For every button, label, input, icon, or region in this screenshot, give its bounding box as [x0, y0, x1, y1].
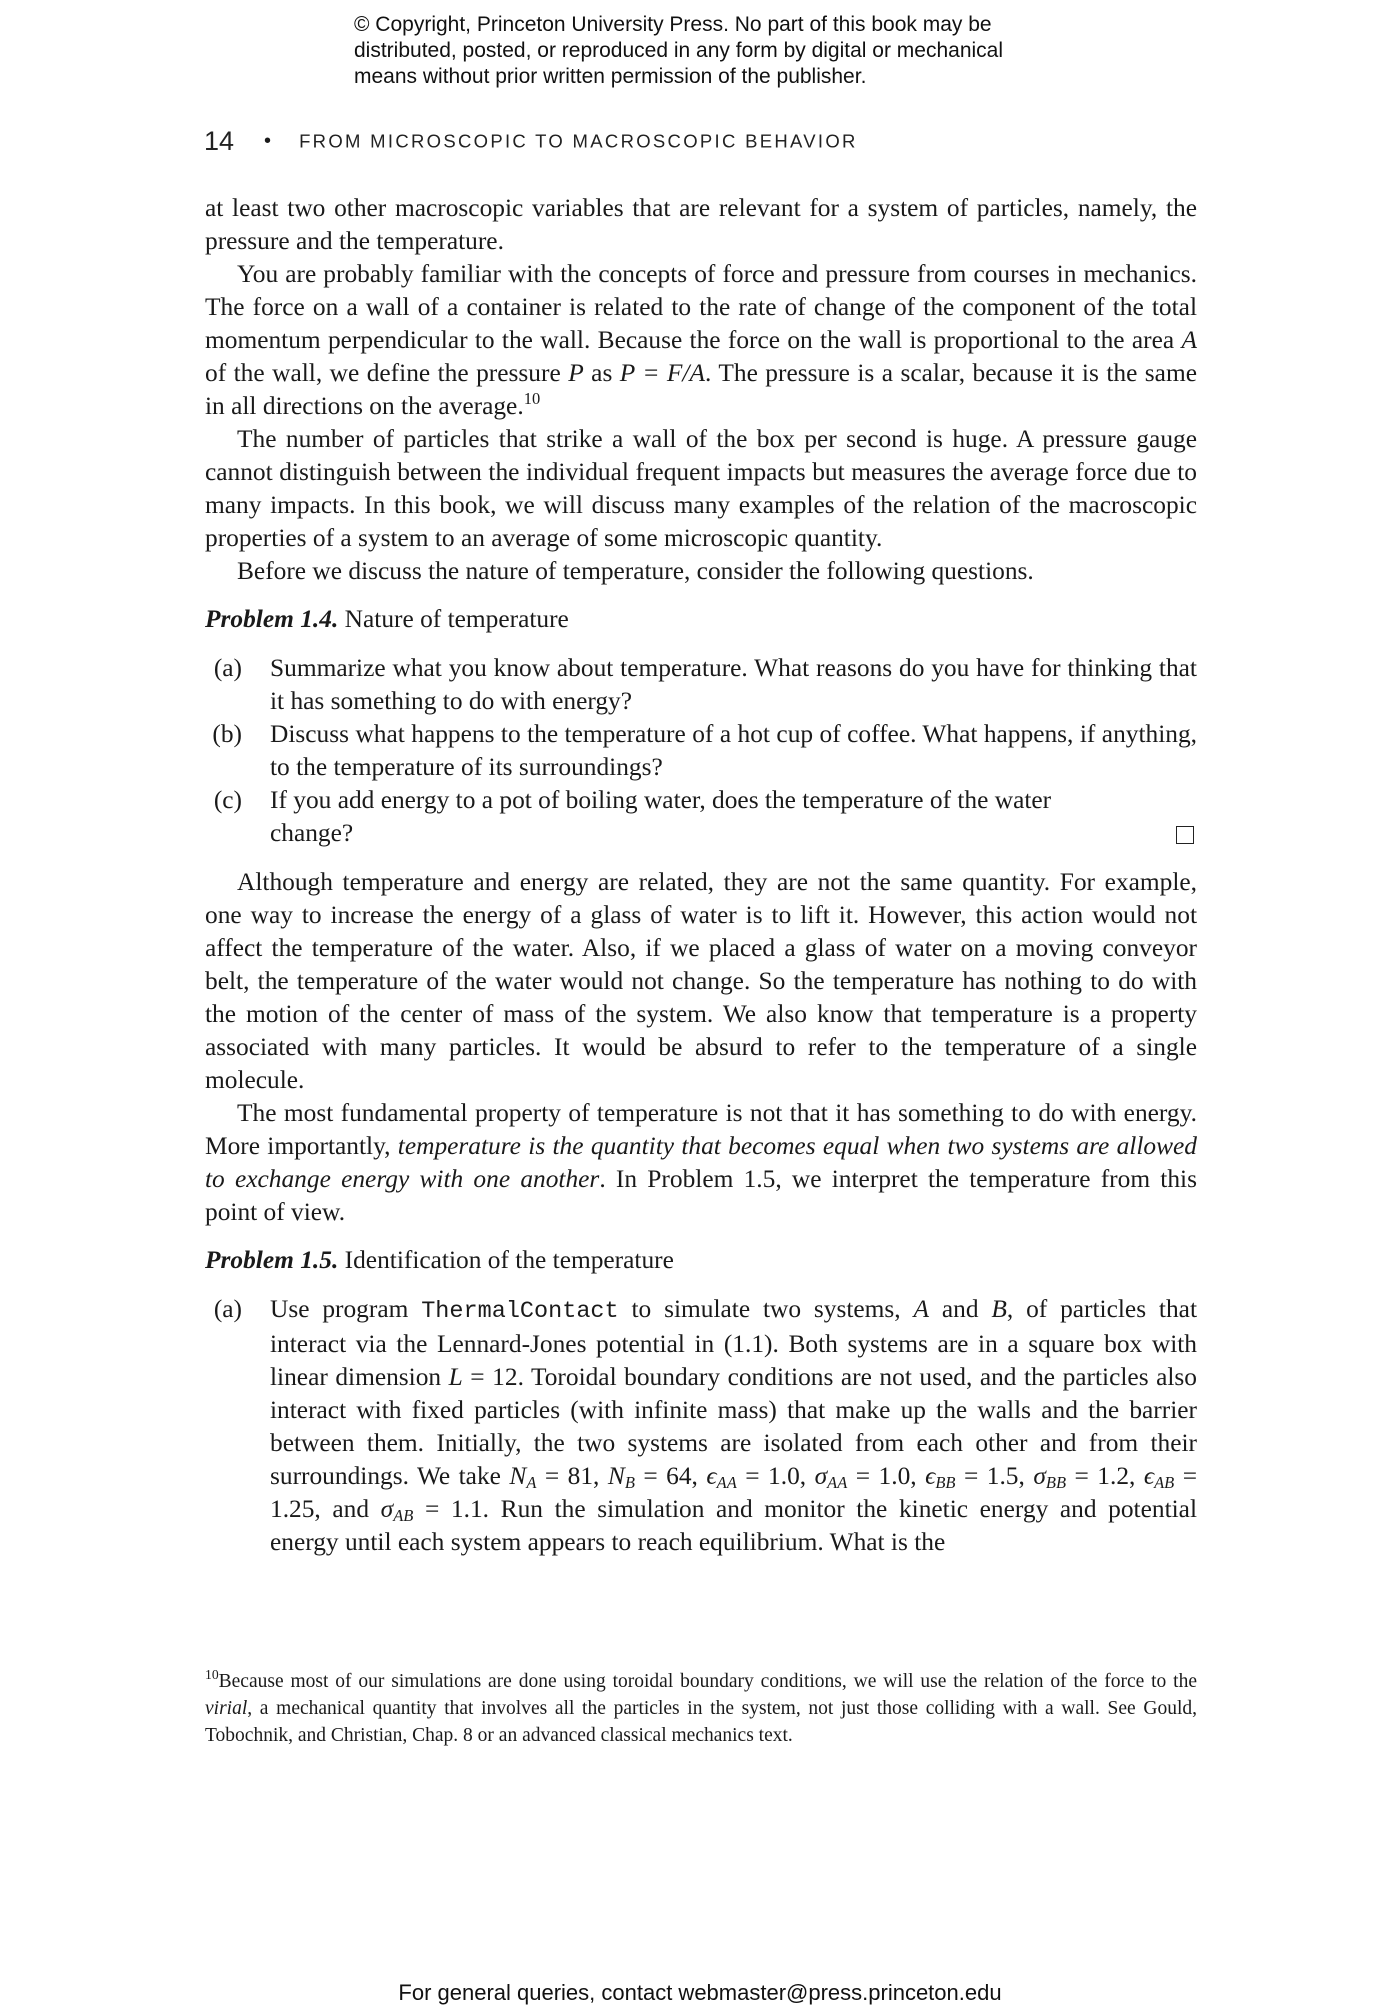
copyright-line: means without prior written permission of the publisher. — [354, 65, 867, 88]
paragraph: at least two other macroscopic variables that are relevant for a system of particles, namely, the pressure and the temperature. — [205, 194, 1197, 255]
paragraph: The most fundamental property of temperature is not that it has something to do with energy. More importantly, temperature is the quantity that becomes equal when two systems are allowed to exchange energy with one another. In Problem 1.5, we interpret the temperature from this point of view. — [205, 1099, 1197, 1226]
copyright-line: distributed, posted, or reproduced in any form by digital or mechanical — [354, 39, 1004, 62]
list-item: (c) If you add energy to a pot of boiling water, does the temperature of the water change? — [205, 784, 1197, 850]
emphasis: temperature is the quantity that becomes equal when two systems are allowed to exchange energy with one another — [205, 1132, 1197, 1193]
end-of-problem-icon — [1176, 826, 1194, 844]
problem-heading — [205, 603, 1197, 636]
footnote: $^{10}$Because most of our simulations are done using toroidal boundary conditions, we will use the relation of the force to the virial, a mechanical quantity that involves all the particles in the system, not just those colliding with a wall. See Gould, Tobochnik, and Christian, Chap. 8 or an advanced classical mechanics text. — [205, 1667, 1197, 1746]
running-head — [204, 126, 858, 160]
paragraph: The number of particles that strike a wall of the box per second is huge. A pressure gauge cannot distinguish between the individual frequent impacts but measures the average force due to many impacts. In this book, we will discuss many examples of the relation of the macroscopic properties of a system to an average of some microscopic quantity. — [205, 425, 1197, 552]
page-number: 14 — [204, 126, 235, 156]
pressure-formula: P = F/A — [619, 359, 705, 387]
main-text — [205, 192, 1197, 1575]
problem-item-list — [205, 652, 1197, 850]
footnote-marker: 10 — [205, 1667, 219, 1682]
problem-heading — [205, 1244, 1197, 1277]
list-item: (a) Summarize what you know about temperature. What reasons do you have for thinking that it has something to do with energy? — [213, 654, 1197, 715]
problem-label: Problem 1.5. — [205, 1246, 339, 1274]
list-item: (b) Discuss what happens to the temperature of a hot cup of coffee. What happens, if anything, to the temperature of its surroundings? — [212, 720, 1197, 781]
problem-label: Problem 1.4. — [205, 605, 339, 633]
footer-contact: For general queries, contact webmaster@press.princeton.edu — [398, 1980, 1002, 2005]
copyright-notice — [354, 12, 1114, 90]
copyright-line: © Copyright, Princeton University Press. No part of this book may be — [354, 13, 992, 36]
running-title: FROM MICROSCOPIC TO MACROSCOPIC BEHAVIOR — [299, 130, 858, 152]
bullet-separator: • — [264, 130, 272, 152]
paragraph: You are probably familiar with the concepts of force and pressure from courses in mechanics. The force on a wall of a container is related to the rate of change of the component of the total momentum perpendicular to the wall. Because the force on the wall is proportional to the area A of the wall, we define the pressure P as P = F/A. The pressure is a scalar, because it is the same in all directions on the average.$^{10}$ — [205, 260, 1197, 420]
paragraph: Although temperature and energy are related, they are not the same quantity. For example, one way to increase the energy of a glass of water is to lift it. However, this action would not affect the temperature of the water. Also, if we placed a glass of water on a moving conveyor belt, the temperature of the water would not change. So the temperature has nothing to do with the motion of the center of mass of the system. We also know that temperature is a property associated with many particles. It would be absurd to refer to the temperature of a single molecule. — [205, 868, 1197, 1094]
problem-title: Nature of temperature — [344, 605, 569, 633]
list-item: (a) Use program ThermalContact to simulate two systems, A and B, of particles that interact via the Lennard-Jones potential in (1.1). Both systems are in a square box with linear dimension L = 12. Toroidal boundary conditions are not used, and the particles also interact with fixed particles (with infinite mass) that make up the walls and the barrier between them. Initially, the two systems are isolated from each other and from their surroundings. We take $N_A = 81$, $N_B = 64$, $\epsilon_{AA} = 1.0$, $\sigma_{AA} = 1.0$, $\epsilon_{BB} = 1.5$, $\sigma_{BB} = 1.2$, $\epsilon_{AB} = 1.25$, and $\sigma_{AB} = 1.1$. Run the simulation and monitor the kinetic energy and potential energy until each system appears to reach equilibrium. What is the — [213, 1295, 1198, 1556]
problem-title: Identification of the temperature — [344, 1246, 674, 1274]
program-name: ThermalContact — [421, 1298, 619, 1325]
footnote-ref: 10 — [523, 389, 541, 408]
paragraph: Before we discuss the nature of temperature, consider the following questions. — [237, 557, 1034, 585]
problem-item-list — [205, 1293, 1197, 1559]
